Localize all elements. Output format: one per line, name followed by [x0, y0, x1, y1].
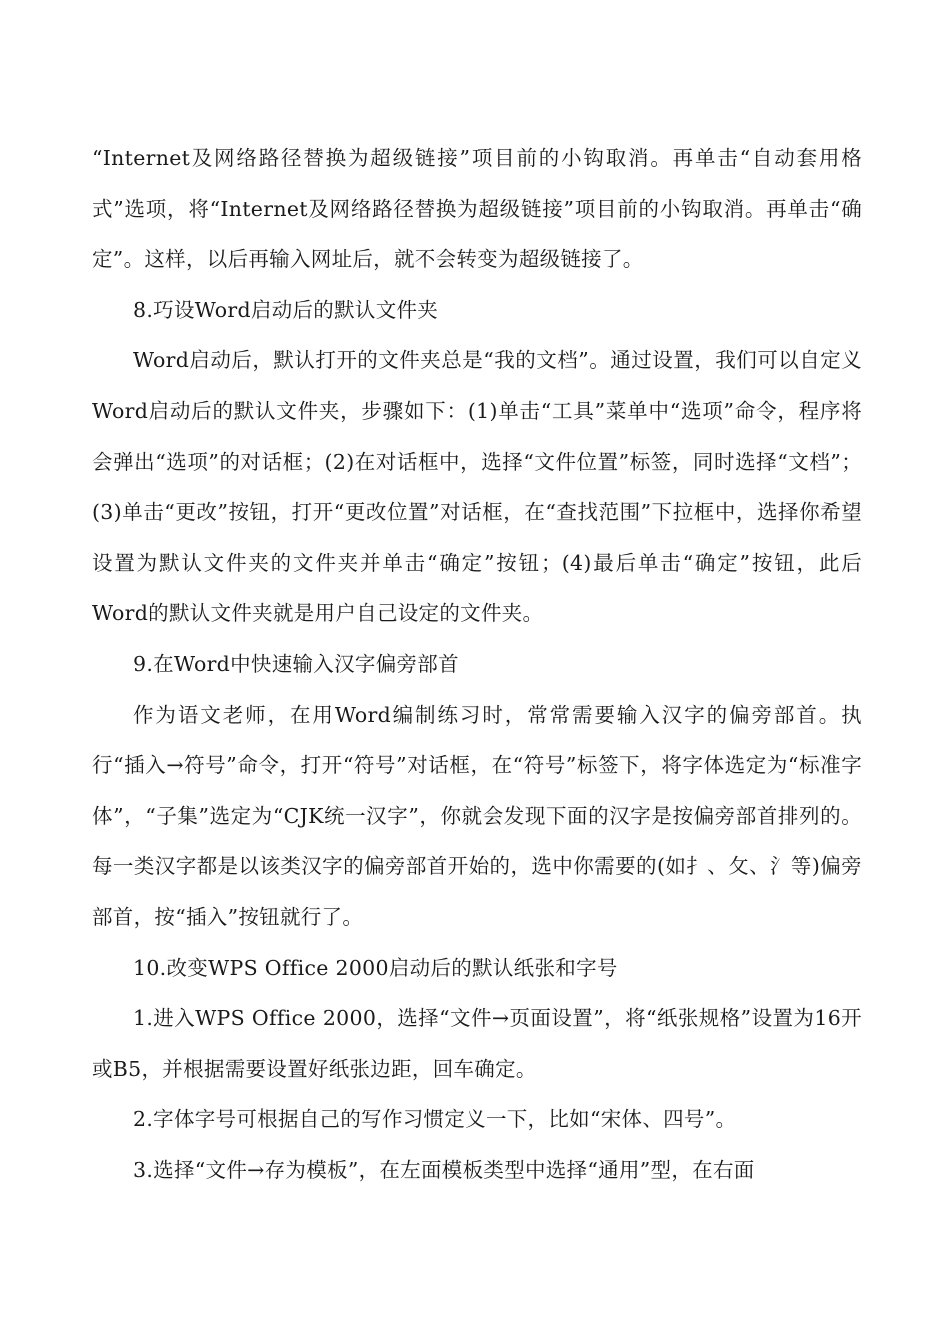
- step-1: 1.进入WPS Office 2000，选择“文件→页面设置”，将“纸张规格”设置为16开或B5，并根据需要设置好纸张边距，回车确定。: [92, 1006, 862, 1081]
- paragraph-hyperlink-tip-continued: “Internet及网络路径替换为超级链接”项目前的小钩取消。再单击“自动套用格式”选项，将“Internet及网络路径替换为超级链接”项目前的小钩取消。再单击“确定”。这样，以后再输入网址后，就不会转变为超级链接了。: [92, 146, 862, 272]
- paragraph-tip-8: Word启动后，默认打开的文件夹总是“我的文档”。通过设置，我们可以自定义Word启动后的默认文件夹，步骤如下：(1)单击“工具”菜单中“选项”命令，程序将会弹出“选项”的对话框；(2)在对话框中，选择“文件位置”标签，同时选择“文档”；(3)单击“更改”按钮，打开“更改位置”对话框，在“查找范围”下拉框中，选择你希望设置为默认文件夹的文件夹并单击“确定”按钮；(4)最后单击“确定”按钮，此后Word的默认文件夹就是用户自己设定的文件夹。: [92, 348, 862, 626]
- document-page: [92, 133, 862, 1195]
- heading-tip-9: 9.在Word中快速输入汉字偏旁部首: [133, 651, 459, 676]
- heading-tip-10: 10.改变WPS Office 2000启动后的默认纸张和字号: [133, 955, 618, 980]
- paragraph-tip-9: 作为语文老师，在用Word编制练习时，常常需要输入汉字的偏旁部首。执行“插入→符号”命令，打开“符号”对话框，在“符号”标签下，将字体选定为“标准字体”，“子集”选定为“CJK统一汉字”，你就会发现下面的汉字是按偏旁部首排列的。每一类汉字都是以该类汉字的偏旁部首开始的，选中你需要的(如扌、攵、氵等)偏旁部首，按“插入”按钮就行了。: [92, 702, 862, 929]
- step-3: 3.选择“文件→存为模板”，在左面模板类型中选择“通用”型，在右面: [133, 1157, 755, 1182]
- heading-tip-8: 8.巧设Word启动后的默认文件夹: [133, 297, 439, 322]
- step-2: 2.字体字号可根据自己的写作习惯定义一下，比如“宋体、四号”。: [133, 1107, 737, 1132]
